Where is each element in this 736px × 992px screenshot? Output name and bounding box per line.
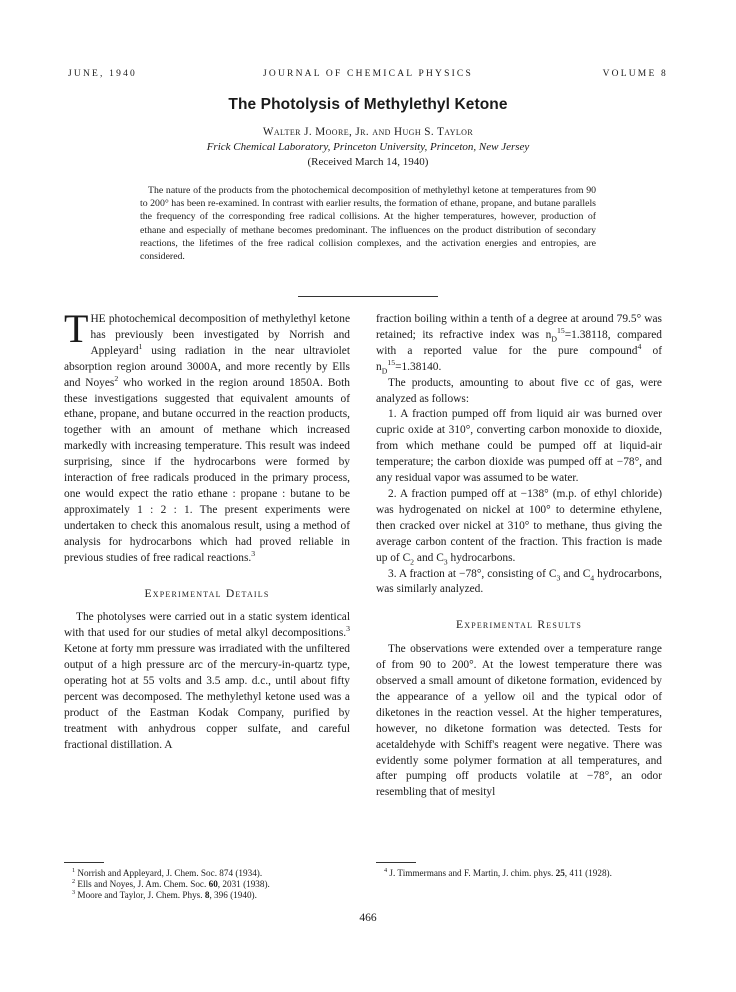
footnotes-right <box>376 868 662 879</box>
drop-cap: T <box>64 306 89 351</box>
volume-number: VOLUME 8 <box>602 69 668 79</box>
article-title: The Photolysis of Methylethyl Ketone <box>228 96 508 113</box>
left-column <box>64 306 350 754</box>
received-date: (Received March 14, 1940) <box>307 156 429 168</box>
list-item: 3. A fraction at −78°, consisting of $C_3$ and $C_4$ hydrocarbons, was similarly analyzed. <box>376 567 662 596</box>
list-item: 2. A fraction pumped off at −138° (m.p. of ethyl chloride) was hydrogenated on nickel at 100° to determine ethylene, then cracked over nickel at 310° to methane, thus giving the average carbon content of the fraction. This fraction is made up of $C_2$ and $C_3$ hydrocarbons. <box>376 487 662 566</box>
footnote: $^1$ Norrish and Appleyard, J. Chem. Soc. 874 (1934). <box>72 866 263 878</box>
section-heading-experimental-results: Experimental Results <box>455 618 583 632</box>
issue-date: JUNE, 1940 <box>68 69 137 79</box>
footnote: $^3$ Moore and Taylor, J. Chem. Phys. 8, 396 (1940). <box>72 889 257 901</box>
citation-ref: 1 <box>138 342 143 352</box>
abstract: The nature of the products from the photochemical decomposition of methylethyl ketone at temperatures from 90 to 200° has been re-examined. In contrast with earlier results, the formation of ethane, propane, and butane parallels the frequency of the corresponding free radical collisions. At the higher temperatures, however, production of ethane and especially of methane becomes predominant. The influences on the product distribution of secondary reactions, the lifetimes of the free radical collision complexes, and the activation energies and entropies, are considered. <box>140 185 596 263</box>
citation-ref: 3 <box>346 624 350 634</box>
citation-ref: 4 <box>637 342 642 352</box>
citation-ref: 3 <box>251 548 256 558</box>
body-paragraph: fraction boiling within a tenth of a degree at around 79.5° was retained; its refractive index was $n_D^{15}=1.38118$, compared with a reported value for the pure compound$^4$ of $n_D^{15}=1.38140$. <box>376 313 662 375</box>
body-paragraph: The photolyses were carried out in a static system identical with that used for our studies of metal alkyl decompositions.$^3$ Ketone at forty mm pressure was irradiated with the unfiltered output of a high pressure arc of the mercury-in-quartz type, operating hot at 55 volts and 3.5 amp. d.c., until about fifty percent was decomposed. The methylethyl ketone used was a product of the Eastman Kodak Company, purified by treatment with anhydrous copper sulfate, and careful fractional distillation. A <box>64 611 350 751</box>
footnote-rule <box>64 862 104 863</box>
body-paragraph: The observations were extended over a temperature range of from 90 to 200°. At the lowest temperature there was observed a small amount of diketone formation, evidenced by the appearance of a yellow oil and the typical odor of diketones in the reaction vessel. At the higher temperatures, however, no diketone formation was detected. Tests for acetaldehyde with Schiff's reagent were negative. There was evidently some polymer formation at all temperatures, and after pumping off products volatile at −78°, an odor resembling that of mesityl <box>376 643 662 799</box>
footnote-rule <box>376 862 416 863</box>
right-column <box>376 312 662 801</box>
intro-paragraph: THE photochemical decomposition of methylethyl ketone has previously been investigated by Norrish and Appleyard$^1$ using radiation in the near ultraviolet absorption region around 3000A, and more recently by Ells and Noyes$^2$ who worked in the region around 1850A. Both these investigations suggested that equivalent amounts of ethane, propane, and butane occurred in the reaction products, together with an amount of methane which increased markedly with increasing temperature. This result was indeed surprising, since if the hydrocarbons were formed by interaction of free radicals produced in the primary process, one would expect the ratio ethane : propane : butane to be approximately 1 : 2 : 1. The present experiments were undertaken to check this anomalous result, using a method of analysis for hydrocarbons which had proved reliable in previous studies of free radical reactions.$^3$ <box>64 306 350 564</box>
citation-ref: 2 <box>114 373 119 383</box>
page-number: 466 <box>359 912 377 924</box>
footnote: $^2$ Ells and Noyes, J. Am. Chem. Soc. 60, 2031 (1938). <box>72 878 270 890</box>
journal-name: JOURNAL OF CHEMICAL PHYSICS <box>263 69 473 79</box>
footnote: $^4$ J. Timmermans and F. Martin, J. chim. phys. 25, 411 (1928). <box>384 866 612 878</box>
list-item: 1. A fraction pumped off from liquid air was burned over cupric oxide at 310°, converting carbon monoxide to dioxide, from which methane could be pumped off at liquid-air temperature; the carbon dioxide was pumped off at −78°, and any residual vapor was assumed to be water. <box>376 408 662 485</box>
abstract-separator <box>298 296 438 297</box>
author-affiliation: Frick Chemical Laboratory, Princeton University, Princeton, New Jersey <box>206 141 530 153</box>
body-paragraph: The products, amounting to about five cc of gas, were analyzed as follows: <box>376 376 662 405</box>
section-heading-experimental-details: Experimental Details <box>144 586 270 600</box>
article-authors: Walter J. Moore, Jr. and Hugh S. Taylor <box>262 126 474 138</box>
footnotes-left <box>64 868 350 902</box>
